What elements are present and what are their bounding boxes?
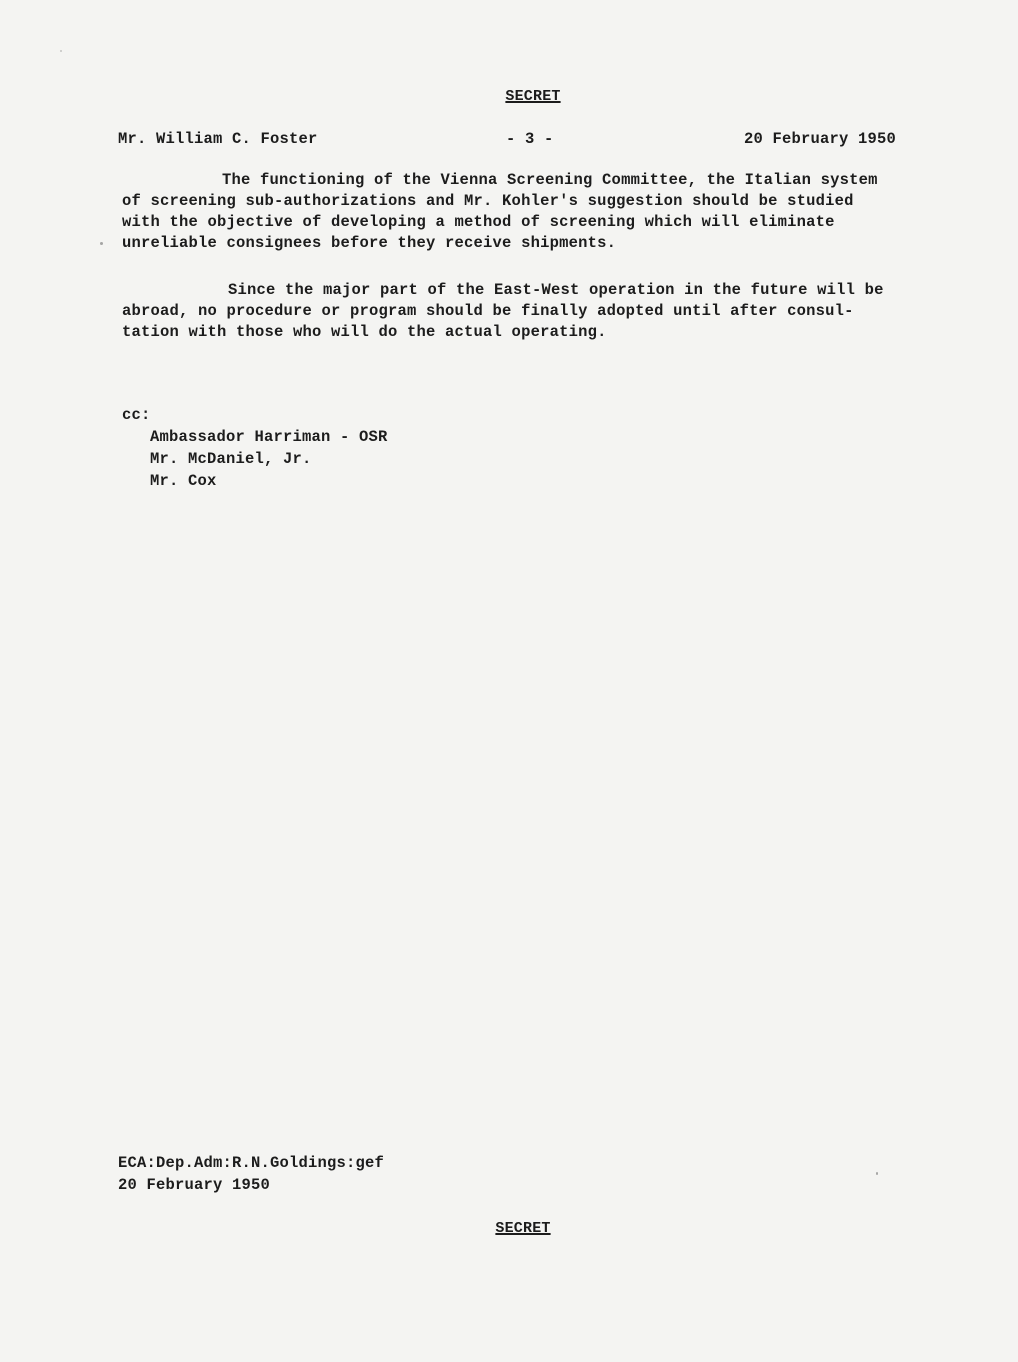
body-paragraph-1: The functioning of the Vienna Screening Committee, the Italian system of screening sub-authorizations and Mr. Kohler's suggestion should be studied with the objective of developing a method of screening which will eliminate unreliable consignees before they receive shipments. — [122, 171, 878, 252]
classification-marking-top: SECRET — [505, 88, 561, 105]
cc-recipient-list — [122, 426, 388, 492]
letter-header — [118, 130, 896, 152]
body-paragraph-2: Since the major part of the East-West operation in the future will be abroad, no procedure or program should be finally adopted until after consul- tation with those who will do the actual operating. — [122, 281, 884, 341]
cc-block — [122, 404, 388, 492]
cc-recipient: Ambassador Harriman - OSR — [150, 428, 388, 446]
paper-speck — [60, 50, 62, 52]
paper-speck — [100, 242, 103, 245]
cc-recipient: Mr. McDaniel, Jr. — [150, 450, 312, 468]
paper-speck — [876, 1172, 878, 1175]
page-number: - 3 - — [506, 130, 554, 148]
footer-reference-block — [118, 1152, 384, 1196]
recipient-name: Mr. William C. Foster — [118, 130, 318, 148]
drafter-reference: ECA:Dep.Adm:R.N.Goldings:gef — [118, 1154, 385, 1172]
footer-date: 20 February 1950 — [118, 1176, 271, 1194]
cc-label: cc: — [122, 406, 151, 424]
header-date: 20 February 1950 — [743, 130, 896, 148]
classification-marking-bottom: SECRET — [495, 1220, 551, 1237]
cc-recipient: Mr. Cox — [150, 472, 217, 490]
